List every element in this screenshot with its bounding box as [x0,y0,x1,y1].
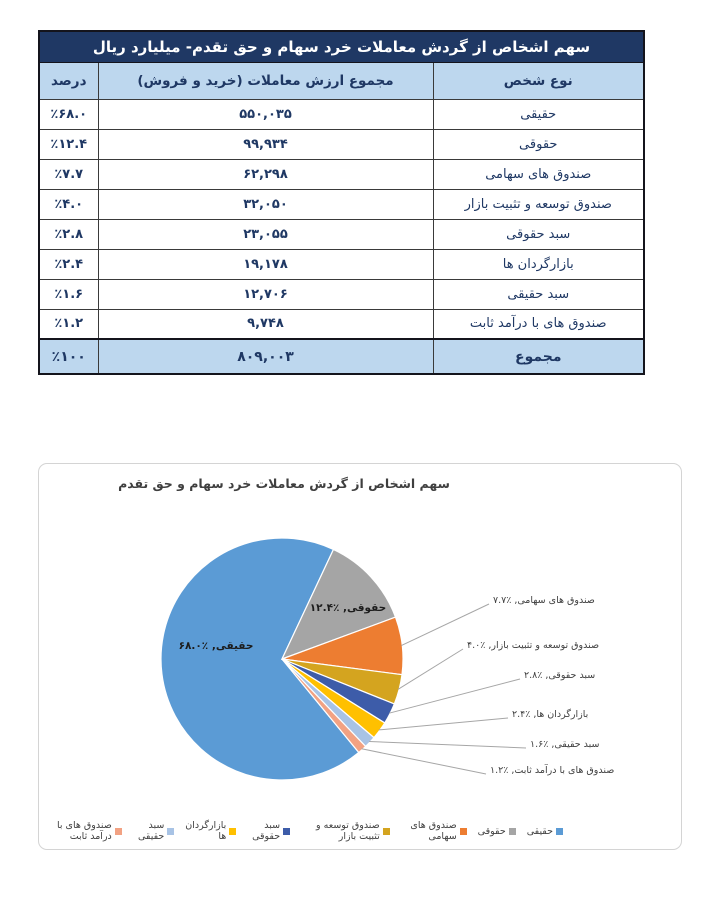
pie-chart-card [38,463,682,850]
legend-swatch-icon [229,828,236,835]
cell-percent: ٪۲.۴ [39,249,98,279]
cell-person-type: صندوق های با درآمد ثابت [433,309,644,339]
table-row [39,189,644,219]
legend-swatch-icon [460,828,467,835]
cell-person-type: سبد حقیقی [433,279,644,309]
legend-label: بازارگردان ها [185,820,227,842]
header-person-type: نوع شخص [433,62,644,99]
share-table-container [38,30,643,375]
cell-percent: ٪۷.۷ [39,159,98,189]
cell-person-type: صندوق توسعه و تثبیت بازار [433,189,644,219]
cell-percent: ٪۴.۰ [39,189,98,219]
cell-total-value: ۶۲,۲۹۸ [98,159,433,189]
leader-line [362,749,486,774]
legend-label: حقوقی [477,825,506,837]
cell-percent: ٪۱۲.۴ [39,129,98,159]
total-label: مجموع [433,339,644,374]
legend-swatch-icon [283,828,290,835]
table-header-row [39,62,644,99]
legend-label: صندوق های با درآمد ثابت [56,820,112,842]
leader-line [379,718,508,730]
cell-total-value: ۵۵۰,۰۳۵ [98,99,433,129]
cell-total-value: ۲۳,۰۵۵ [98,219,433,249]
legend-item [133,820,175,842]
pie-callout-label: صندوق های سهامی, ٪۷.۷ [493,595,595,606]
cell-person-type: حقیقی [433,99,644,129]
pie-callout-label: بازارگردان ها, ٪۲.۴ [512,709,589,720]
legend-swatch-icon [556,828,563,835]
legend-item [301,820,390,842]
pie-callout-label: صندوق های با درآمد ثابت, ٪۱.۲ [490,765,615,776]
total-value: ۸۰۹,۰۰۳ [98,339,433,374]
cell-person-type: صندوق های سهامی [433,159,644,189]
table-row [39,219,644,249]
legend-swatch-icon [167,828,174,835]
cell-total-value: ۳۲,۰۵۰ [98,189,433,219]
legend-label: حقیقی [526,825,553,837]
cell-person-type: بازارگردان ها [433,249,644,279]
cell-total-value: ۱۲,۷۰۶ [98,279,433,309]
legend-label: سبد حقوقی [252,820,281,842]
table-row [39,249,644,279]
table-row [39,309,644,339]
table-title: سهم اشخاص از گردش معاملات خرد سهام و حق تقدم- میلیارد ریال [39,31,644,62]
table-title-row [39,31,644,62]
pie-callout-label: سبد حقیقی, ٪۱.۶ [530,739,600,750]
legend-item [185,820,236,842]
pie-callout-label: سبد حقوقی, ٪۲.۸ [524,670,596,681]
pie-callout-label: صندوق توسعه و تثبیت بازار, ٪۴.۰ [467,640,600,651]
legend-swatch-icon [115,828,122,835]
table-row [39,99,644,129]
cell-person-type: حقوقی [433,129,644,159]
total-percent: ٪۱۰۰ [39,339,98,374]
cell-total-value: ۱۹,۱۷۸ [98,249,433,279]
legend-label: صندوق های سهامی [410,820,457,842]
cell-percent: ٪۱.۲ [39,309,98,339]
chart-legend [39,820,563,842]
legend-item [401,820,467,842]
legend-label: سبد حقیقی [138,820,165,842]
cell-total-value: ۹۹,۹۳۴ [98,129,433,159]
cell-percent: ٪۶۸.۰ [39,99,98,129]
leader-line [389,679,520,713]
legend-swatch-icon [383,828,390,835]
table-row [39,159,644,189]
pie-chart [39,464,683,851]
legend-item [527,826,563,837]
header-percent: درصد [39,62,98,99]
leader-line [398,649,463,689]
leader-line [369,742,526,749]
legend-swatch-icon [509,828,516,835]
share-table [38,30,645,375]
table-row [39,129,644,159]
header-total-value: مجموع ارزش معاملات (خرید و فروش) [98,62,433,99]
cell-percent: ٪۲.۸ [39,219,98,249]
table-row [39,279,644,309]
legend-item [39,820,122,842]
table-body [39,99,644,339]
pie-inner-label: حقیقی, ٪۶۸.۰ [178,640,254,652]
pie-inner-label: حقوقی, ٪۱۲.۴ [309,602,387,614]
table-total-row [39,339,644,374]
legend-label: صندوق توسعه و تثبیت بازار [316,820,380,842]
legend-item [247,820,290,842]
chart-title: سهم اشخاص از گردش معاملات خرد سهام و حق تقدم [118,476,450,491]
cell-total-value: ۹,۷۴۸ [98,309,433,339]
cell-percent: ٪۱.۶ [39,279,98,309]
cell-person-type: سبد حقوقی [433,219,644,249]
legend-item [478,826,516,837]
